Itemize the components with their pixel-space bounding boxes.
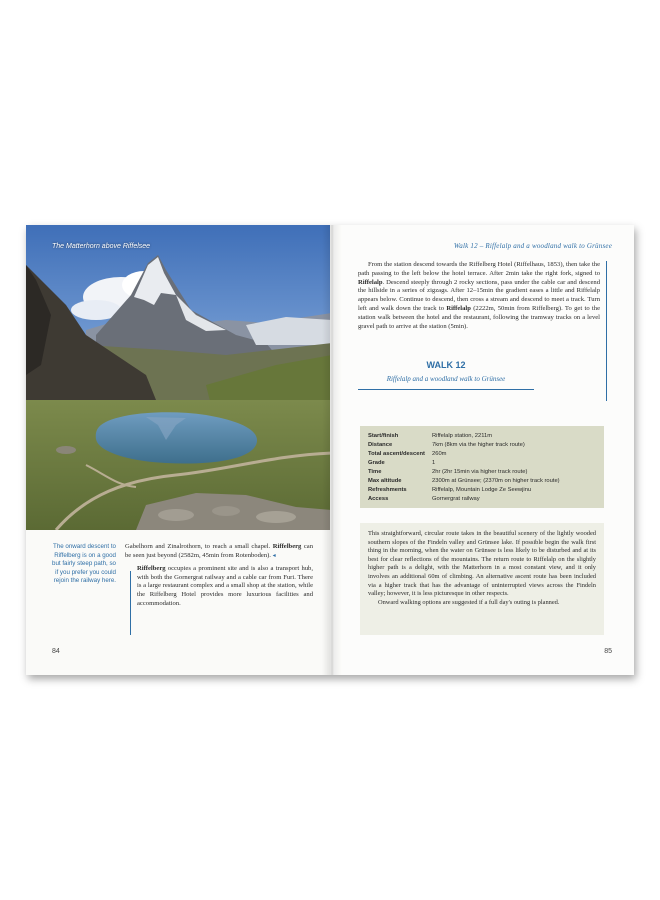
side-note: The onward descent to Riffelberg is on a good but fairly steep path, so if you prefer you could rejoin the railway here. bbox=[52, 543, 116, 585]
left-paragraph-2: Riffelberg occupies a prominent site and is also a transport hub, with both the Gornergrat railway and a cable car from Furi. There is a large restaurant complex and a small shop at the station, while the Riffelberg Hotel provides more luxurious facilities and accommodation. bbox=[137, 565, 313, 607]
walk-description-box bbox=[360, 523, 604, 635]
right-paragraph-1: From the station descend towards the Riffelberg Hotel (Riffelhaus, 1853), then take the path passing to the left below the hotel terrace. After 2min take the right fork, signed to Riffelalp. Descend steeply through 2 rocky sections, pass under the cable car and descend the hillside in a series of zigzags. After 12–15min the gradient eases a little and Riffelalp appears below. Continue to descend, then cross a stream and descend to meet a track. Turn left and walk down the track to Riffelalp (2222m, 50min from Riffelberg). To get to the station walk between the hotel and the restaurant, following the tramway tracks on a level gravel path to arrive at the station (5min). bbox=[358, 261, 600, 330]
place-riffelberg: Riffelberg bbox=[137, 565, 166, 573]
back-arrow-icon: ◂ bbox=[272, 552, 276, 559]
description-paragraph: Onward walking options are suggested if a full day's outing is planned. bbox=[378, 598, 560, 606]
place-riffelberg: Riffelberg bbox=[272, 543, 302, 550]
description-paragraph: This straightforward, circular route takes in the beautiful scenery of the lightly wooded southern slopes of the Findeln valley and Grünsee lake. If possible begin the walk first thing in the morning, when the water on Grünsee is less likely to be disturbed and at its best for clear reflections of the mountains. The return route to Riffelalp on the slightly higher path is a delight, with the Matterhorn in a most constant view, and it only involves an additional 60m of climbing. An alternative ascent route has been included via a higher track that has the advantage of uninterrupted views across the Findeln valley; however, it is less picturesque in other respects. bbox=[368, 530, 596, 598]
subtitle-rule bbox=[358, 389, 534, 390]
right-page bbox=[330, 225, 634, 675]
left-paragraph-1: Gabelhorn and Zinalrothorn, to reach a small chapel. Riffelberg can be seen just beyond (2582m, 45min from Rotenboden). ◂ bbox=[125, 543, 313, 559]
open-book bbox=[26, 225, 634, 675]
page-number-right: 85 bbox=[604, 648, 612, 655]
left-page bbox=[26, 225, 330, 675]
walk-info-box: Start/finish Riffelalp station, 2211m Distance 7km (8km via the higher track route) Total ascent/descent 260m Grade 1 Time 2hr (2hr 15min via higher track route) Max altitude 2300m at Grünsee; (2370m on higher track route) Refreshments Riffelalp, Mountain Lodge Ze Seewjinu Access Gornergrat railway bbox=[360, 426, 604, 508]
left-body-text bbox=[125, 543, 313, 613]
margin-rule bbox=[130, 571, 131, 635]
walk-subtitle: Riffelalp and a woodland walk to Grünsee bbox=[386, 375, 506, 383]
margin-rule bbox=[606, 261, 607, 401]
right-intro-text bbox=[358, 261, 600, 331]
photo-caption: The Matterhorn above Riffelsee bbox=[52, 243, 151, 250]
page-number-left: 84 bbox=[52, 648, 60, 655]
matterhorn-photo bbox=[26, 225, 330, 530]
walk-title: WALK 12 bbox=[426, 360, 466, 370]
running-head: Walk 12 – Riffelalp and a woodland walk to Grünsee bbox=[453, 242, 612, 250]
